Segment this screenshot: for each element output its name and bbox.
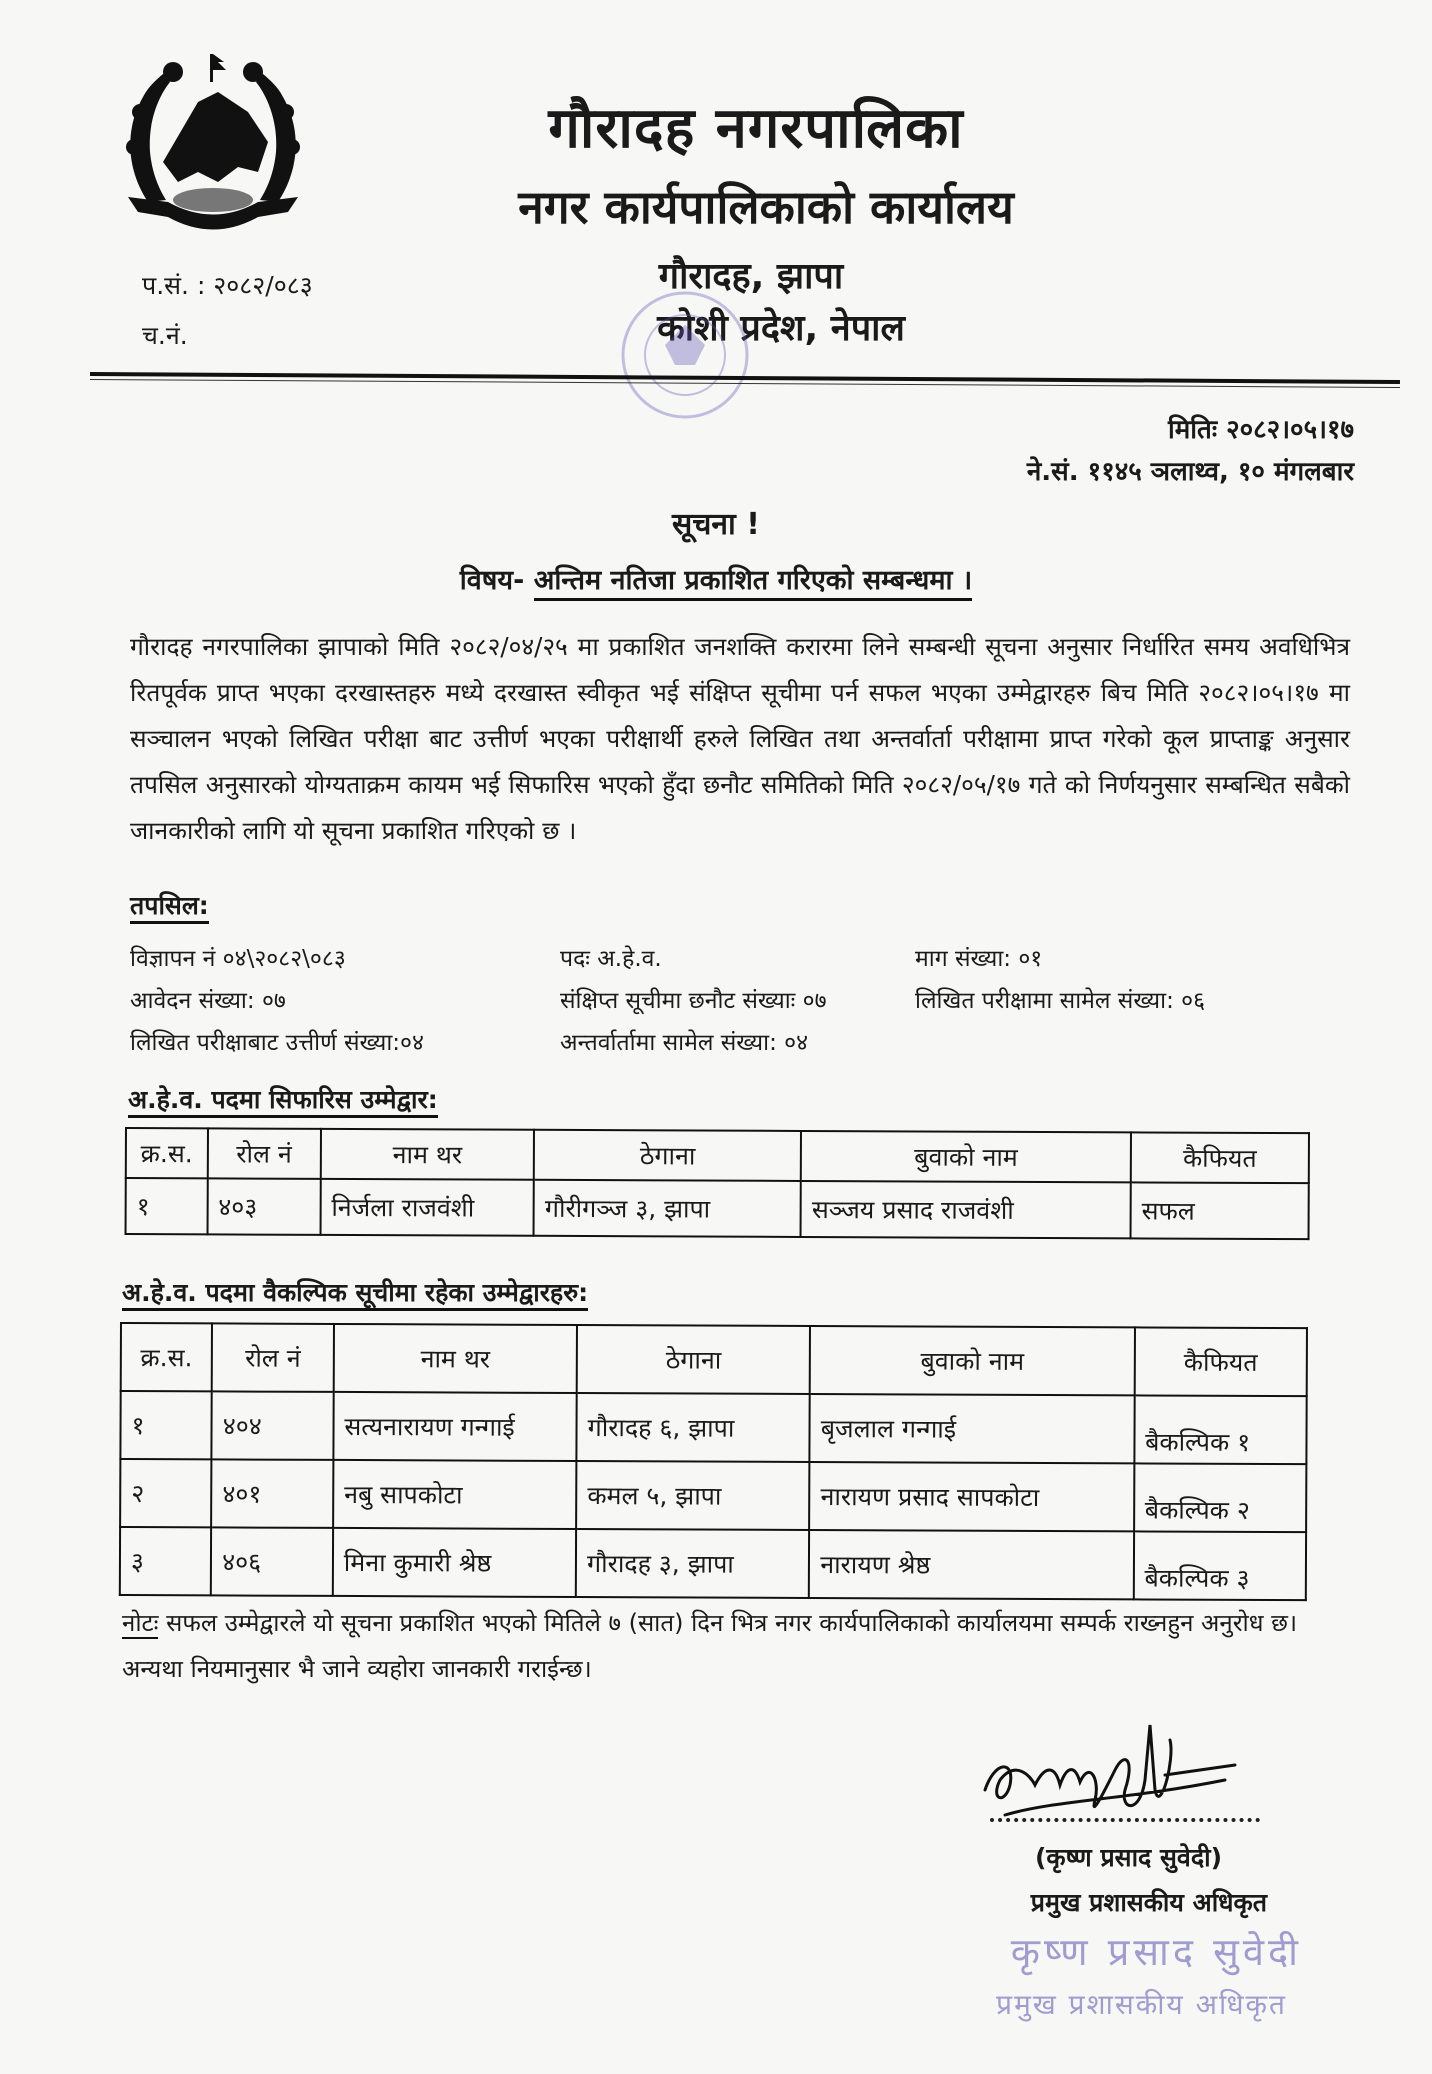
col-roll: रोल नं: [207, 1128, 320, 1178]
cell-remarks: सफल: [1131, 1182, 1309, 1239]
cell-name: सत्यनारायण गन्गाई: [333, 1392, 577, 1461]
col-remarks: कैफियत: [1134, 1327, 1307, 1396]
cell-remarks: बैकल्पिक ३: [1133, 1531, 1306, 1600]
cell-name: मिना कुमारी श्रेष्ठ: [333, 1528, 577, 1597]
seal-name: कृष्ण प्रसाद सुवेदी: [1010, 1930, 1302, 1974]
office-name: नगर कार्यपालिकाको कार्यालय: [518, 180, 1014, 234]
cell-address: गौरादह ३, झापा: [576, 1529, 809, 1598]
shortlisted-count: संक्षिप्त सूचीमा छनौट संख्याः ०७: [560, 988, 827, 1014]
col-address: ठेगाना: [534, 1130, 801, 1181]
dispatch-number: च.नं.: [142, 321, 188, 350]
notice-heading: सूचना !: [672, 507, 760, 542]
details-heading: [130, 888, 209, 922]
note-label: नोटः: [122, 1609, 159, 1637]
table-row: [120, 1459, 1306, 1532]
cell-serial: १: [126, 1178, 208, 1234]
details-grid: [130, 936, 1330, 1062]
col-address: ठेगाना: [577, 1325, 810, 1394]
cell-address: कमल ५, झापा: [576, 1461, 809, 1530]
written-exam-passed-count: लिखित परीक्षाबाट उत्तीर्ण संख्या:०४: [130, 1030, 424, 1056]
details-row: [130, 1020, 1330, 1062]
details-row: [130, 936, 1330, 978]
cell-father-name: नारायण श्रेष्ठ: [809, 1530, 1134, 1599]
signatory-name: (कृष्ण प्रसाद सुवेदी): [1034, 1843, 1222, 1872]
reference-number: प.सं. : २०८२/०८३: [142, 271, 313, 300]
nepal-sambat-date: ने.सं. ११४५ ञलाथ्व, १० मंगलबार: [1026, 457, 1354, 487]
cell-father-name: सञ्जय प्रसाद राजवंशी: [801, 1181, 1131, 1238]
location-line1: गौरादह, झापा: [658, 256, 844, 297]
municipality-name: गौरादह नगरपालिका: [548, 96, 964, 161]
interview-attended-count: अन्तर्वार्तामा सामेल संख्या: ०४: [560, 1030, 809, 1056]
subject-text: अन्तिम नतिजा प्रकाशित गरिएको सम्बन्धमा ।: [534, 565, 973, 601]
issue-date: मितिः २०८२।०५।१७: [1167, 415, 1354, 445]
details-label: तपसिल:: [130, 891, 209, 924]
col-roll: रोल नं: [212, 1323, 334, 1392]
cell-roll: ४०४: [212, 1391, 334, 1460]
seal-title: प्रमुख प्रशासकीय अधिकृत: [996, 1988, 1287, 2021]
cell-serial: ३: [120, 1527, 212, 1595]
written-exam-attended-count: लिखित परीक्षामा सामेल संख्या: ०६: [915, 988, 1206, 1014]
col-remarks: कैफियत: [1131, 1132, 1309, 1183]
cell-father-name: बृजलाल गन्गाई: [810, 1394, 1135, 1463]
notice-body: गौरादह नगरपालिका झापाको मिति २०८२/०४/२५ मा प्रकाशित जनशक्ति करारमा लिने सम्बन्धी सूचना अनुसार निर्धारित समय अवधिभित्र रितपूर्वक प्राप्त भएका दरखास्तहरु मध्ये दरखास्त स्वीकृत भई संक्षिप्त सूचीमा पर्न सफल भएका उम्मेद्वारहरु बिच मिति २०८२।०५।१७ मा सञ्चालन भएको लिखित परीक्षा बाट उत्तीर्ण भएका परीक्षार्थी हरुले लिखित तथा अन्तर्वार्ता परीक्षामा प्राप्त गरेको कूल प्राप्ताङ्क अनुसार तपसिल अनुसारको योग्यताक्रम कायम भई सिफारिस भएको हुँदा छनौट समितिको मिति २०८२/०५/१७ गते को निर्णयनुसार सम्बन्धित सबैको जानकारीको लागि यो सूचना प्रकाशित गरिएको छ ।: [130, 632, 1350, 845]
cell-address: गौरीगञ्ज ३, झापा: [534, 1180, 801, 1237]
details-row: [130, 978, 1330, 1020]
cell-roll: ४०३: [207, 1178, 320, 1234]
alternate-heading-text: अ.हे.व. पदमा वैकल्पिक सूचीमा रहेका उम्मेद्वारहरु:: [122, 1278, 588, 1311]
table-header-row: [121, 1323, 1307, 1396]
subject-prefix: विषय-: [459, 565, 525, 596]
recommended-heading-text: अ.हे.व. पदमा सिफारिस उम्मेद्वार:: [128, 1085, 438, 1118]
cell-remarks: बैकल्पिक २: [1134, 1463, 1307, 1532]
signature-line: [990, 1818, 1260, 1822]
col-serial: क्र.स.: [121, 1323, 213, 1391]
col-name: नाम थर: [334, 1324, 578, 1393]
col-serial: क्र.स.: [126, 1128, 208, 1178]
cell-father-name: नारायण प्रसाद सापकोटा: [809, 1462, 1134, 1531]
cell-roll: ४०१: [211, 1459, 333, 1528]
note-text: सफल उम्मेद्वारले यो सूचना प्रकाशित भएको मितिले ७ (सात) दिन भित्र नगर कार्यपालिकाको कार्यालयमा सम्पर्क राख्नहुन अनुरोध छ। अन्यथा नियमानुसार भै जाने व्यहोरा जानकारी गराईन्छ।: [122, 1609, 1298, 1683]
col-name: नाम थर: [320, 1129, 534, 1180]
location-line2: कोशी प्रदेश, नेपाल: [657, 308, 905, 349]
alternate-table: [119, 1322, 1308, 1601]
col-father-name: बुवाको नाम: [801, 1131, 1131, 1182]
table-row: [120, 1391, 1306, 1464]
table-header-row: [126, 1128, 1309, 1183]
table-row: [126, 1178, 1309, 1239]
col-father-name: बुवाको नाम: [810, 1326, 1135, 1395]
post-name: पदः अ.हे.व.: [560, 946, 662, 972]
notice-subject: [0, 560, 1432, 597]
table-row: [120, 1527, 1306, 1600]
office-round-stamp-icon: [610, 285, 760, 425]
cell-serial: १: [120, 1391, 212, 1459]
cell-remarks: बैकल्पिक १: [1134, 1395, 1307, 1464]
cell-roll: ४०६: [211, 1527, 333, 1596]
recommended-table: [125, 1127, 1310, 1240]
application-count: आवेदन संख्या: ०७: [130, 988, 286, 1014]
signature-icon: [975, 1720, 1245, 1830]
recommended-heading: [128, 1082, 438, 1116]
cell-name: नबु सापकोटा: [333, 1460, 577, 1529]
cell-name: निर्जला राजवंशी: [320, 1179, 534, 1236]
alternate-heading: [122, 1275, 588, 1309]
cell-serial: २: [120, 1459, 212, 1527]
advertisement-number: विज्ञापन नं ०४\२०८२\०८३: [130, 946, 346, 972]
signatory-title: प्रमुख प्रशासकीय अधिकृत: [1030, 1888, 1267, 1917]
demand-count: माग संख्या: ०१: [915, 946, 1043, 972]
note-paragraph: [122, 1600, 1362, 1692]
cell-address: गौरादह ६, झापा: [577, 1393, 810, 1462]
